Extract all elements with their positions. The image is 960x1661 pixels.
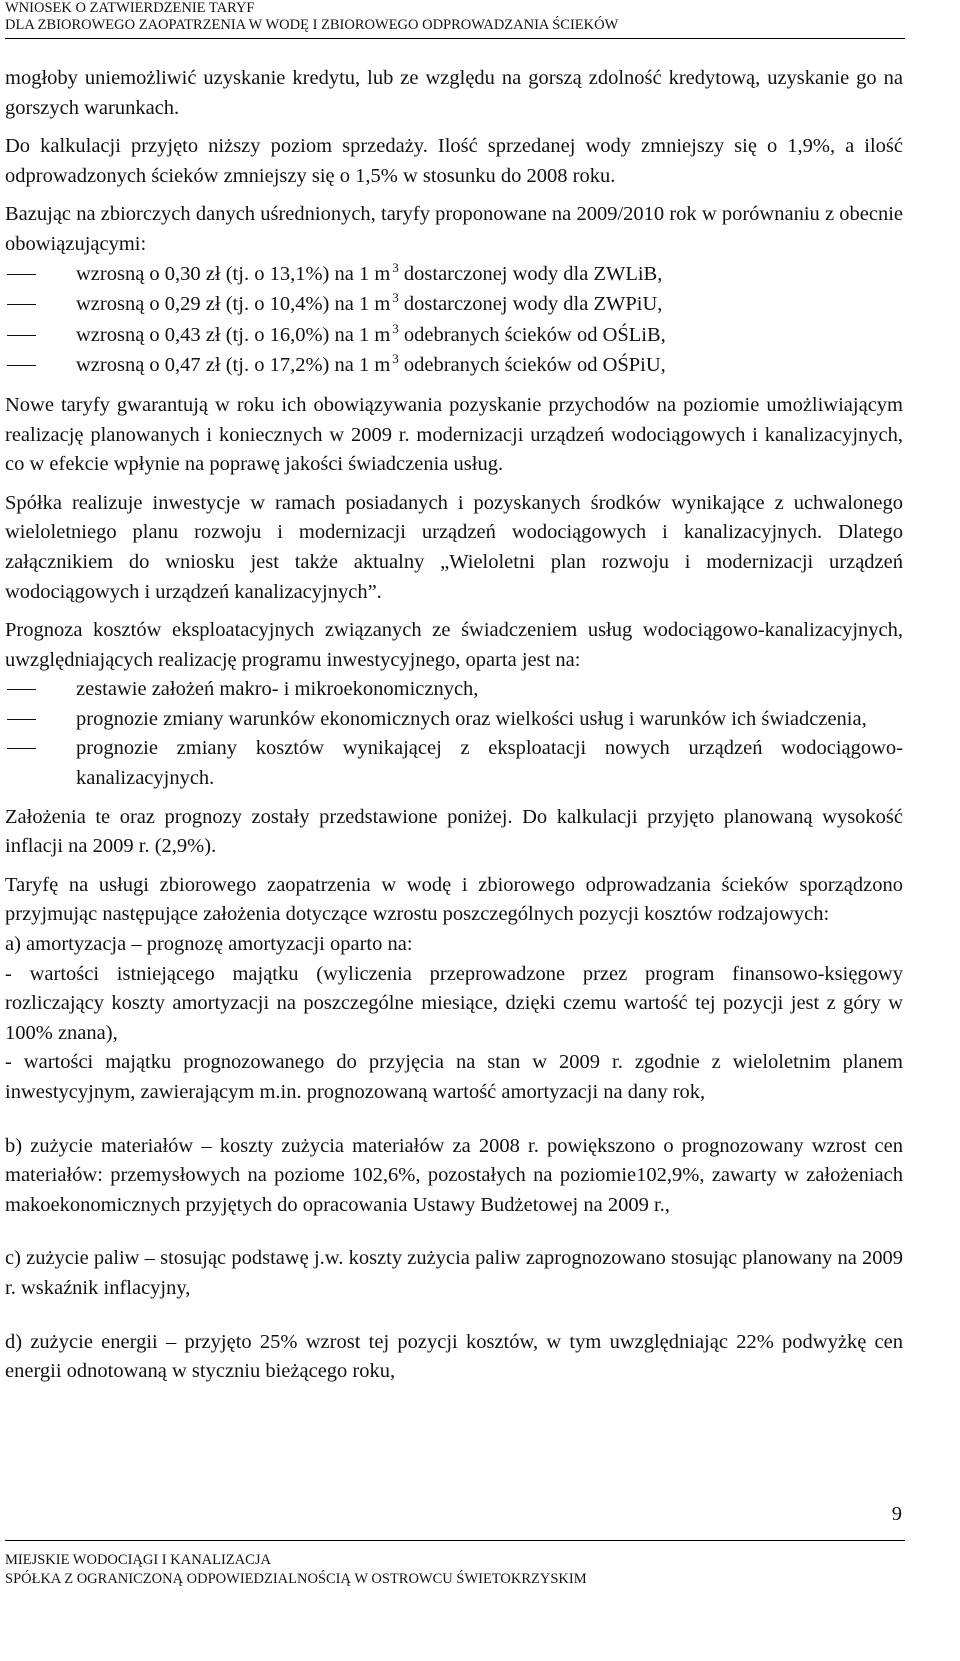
paragraph-7: Założenia te oraz prognozy zostały przedstawione poniżej. Do kalkulacji przyjęto planowaną wysokość inflacji na 2009 r. (2,9%). [5,805,903,858]
tariff-change-list [5,260,903,382]
paragraph-4: Nowe taryfy gwarantują w roku ich obowiązywania pozyskanie przychodów na poziomie umożliwiającym realizację planowanych i koniecznych w 2009 r. modernizacji urządzeń wodociągowych i kanalizacyjnych, co w efekcie wpłynie na poprawę jakości świadczenia usług. [5,393,903,476]
list-item: zestawie założeń makro- i mikroekonomicznych, [5,675,903,705]
page-footer [5,1540,905,1589]
paragraph-2: Do kalkulacji przyjęto niższy poziom sprzedaży. Ilość sprzedanej wody zmniejszy się o 1,9%, a ilość odprowadzonych ścieków zmniejszy się o 1,5% w stosunku do 2008 roku. [5,135,903,187]
paragraph-10: c) zużycie paliw – stosując podstawę j.w. koszty zużycia paliw zaprognozowano stosując planowany na 2009 r. wskaźnik inflacyjny, [5,1247,903,1299]
paragraph-8b: - wartości istniejącego majątku (wyliczenia przeprowadzone przez program finansowo-księgowy rozliczający koszty amortyzacji na poszczególne miesiące, dzięki czemu wartość tej pozycji jest z góry w 100% znana), [5,962,903,1044]
paragraph-8a: a) amortyzacja – prognozę amortyzacji oparto na: [5,933,413,956]
list-item: prognozie zmiany kosztów wynikającej z eksploatacji nowych urządzeń wodociągowo-kanalizacyjnych. [5,734,903,793]
list-item: prognozie zmiany warunków ekonomicznych oraz wielkości usług i warunków ich świadczenia, [5,705,903,735]
footer-line-1: MIEJSKIE WODOCIĄGI I KANALIZACJA [5,1552,271,1568]
paragraph-5: Spółka realizuje inwestycje w ramach posiadanych i pozyskanych środków wynikające z uchwalonego wieloletniego planu rozwoju i modernizacji urządzeń wodociągowych i kanalizacyjnych. Dlatego załącznikiem do wniosku jest także aktualny „Wieloletni plan rozwoju i modernizacji urządzeń wodociągowych i urządzeń kanalizacyjnych”. [5,491,903,603]
paragraph-9: b) zużycie materiałów – koszty zużycia materiałów za 2008 r. powiększono o prognozowany wzrost cen materiałów: przemysłowych na poziome 102,6%, pozostałych na poziomie102,9%, zawarty w założeniach makoekonomicznych przyjętych do opracowania Ustawy Budżetowej na 2009 r., [5,1134,903,1216]
document-body [5,64,903,1387]
paragraph-11: d) zużycie energii – przyjęto 25% wzrost tej pozycji kosztów, w tym uwzględniając 22% podwyżkę cen energii odnotowaną w styczniu bieżącego roku, [5,1330,903,1383]
paragraph-8: Taryfę na usługi zbiorowego zaopatrzenia w wodę i zbiorowego odprowadzania ścieków sporządzono przyjmując następujące założenia dotyczące wzrostu poszczególnych pozycji kosztów rodzajowych: [5,873,903,926]
page-number: 9 [891,1503,902,1525]
header-line-2: DLA ZBIOROWEGO ZAOPATRZENIA W WODĘ I ZBIOROWEGO ODPROWADZANIA ŚCIEKÓW [5,17,619,33]
forecast-list [5,675,903,793]
paragraph-3: Bazując na zbiorczych danych uśrednionych, taryfy proponowane na 2009/2010 rok w porównaniu z obecnie obowiązującymi: [5,203,903,255]
paragraph-8c: - wartości majątku prognozowanego do przyjęcia na stan w 2009 r. zgodnie z wieloletnim planem inwestycyjnym, zawierającym m.in. prognozowaną wartość amortyzacji na dany rok, [5,1051,903,1103]
footer-line-2: SPÓŁKA Z OGRANICZONĄ ODPOWIEDZIALNOŚCIĄ W OSTROWCU ŚWIETOKRZYSKIM [5,1571,587,1587]
list-item: wzrosną o 0,43 zł (tj. o 16,0%) na 1 m $^3$ odebranych ścieków od OŚLiB, [5,321,903,352]
paragraph-6: Prognoza kosztów eksploatacyjnych związanych ze świadczeniem usług wodociągowo-kanalizacyjnych, uwzględniających realizację programu inwestycyjnego, oparta jest na: [5,619,903,671]
header-line-1: WNIOSEK O ZATWIERDZENIE TARYF [5,0,255,16]
list-item: wzrosną o 0,47 zł (tj. o 17,2%) na 1 m $^3$ odebranych ścieków od OŚPiU, [5,351,903,382]
list-item: wzrosną o 0,29 zł (tj. o 10,4%) na 1 m $^3$ dostarczonej wody dla ZWPiU, [5,290,903,321]
page-header [5,0,905,39]
list-item: wzrosną o 0,30 zł (tj. o 13,1%) na 1 m $^3$ dostarczonej wody dla ZWLiB, [5,260,903,291]
paragraph-1: mogłoby uniemożliwić uzyskanie kredytu, lub ze względu na gorszą zdolność kredytową, uzyskanie go na gorszych warunkach. [5,67,903,119]
